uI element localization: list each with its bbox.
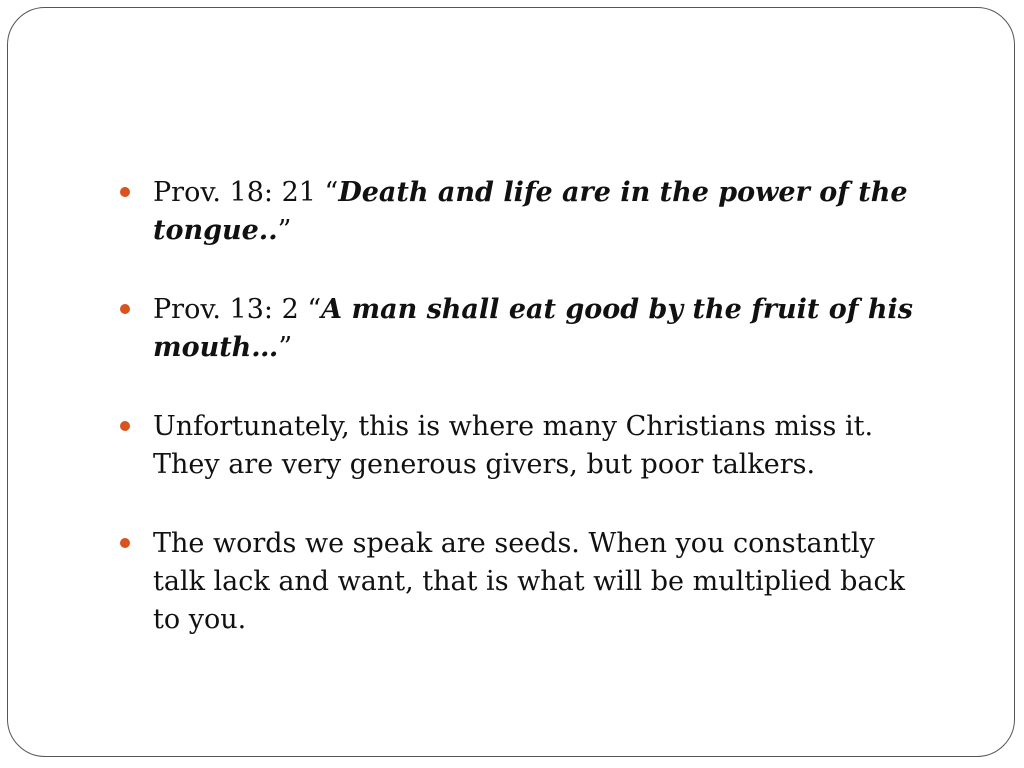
bullet-item xyxy=(120,525,920,639)
bullet-item xyxy=(120,291,920,367)
verse-quote: Death and life are in the power of the tongue.. xyxy=(153,177,908,246)
verse-reference: Prov. 18: 21 “ xyxy=(153,177,339,208)
bullet-dot-icon xyxy=(120,187,130,197)
bullet-text: Unfortunately, this is where many Christians miss it. They are very generous givers, but poor talkers. xyxy=(153,411,874,480)
bullet-dot-icon xyxy=(120,421,130,431)
verse-quote: A man shall eat good by the fruit of his mouth… xyxy=(153,294,913,363)
bullet-item xyxy=(120,408,920,484)
bullet-item xyxy=(120,174,920,250)
bullet-text: The words we speak are seeds. When you constantly talk lack and want, that is what will be multiplied back to you. xyxy=(153,528,905,635)
quote-close: ” xyxy=(278,332,293,363)
bullet-dot-icon xyxy=(120,304,130,314)
quote-close: ” xyxy=(277,215,292,246)
slide-frame xyxy=(7,7,1015,757)
bullet-dot-icon xyxy=(120,538,130,548)
bullet-list xyxy=(120,174,920,680)
verse-reference: Prov. 13: 2 “ xyxy=(153,294,322,325)
